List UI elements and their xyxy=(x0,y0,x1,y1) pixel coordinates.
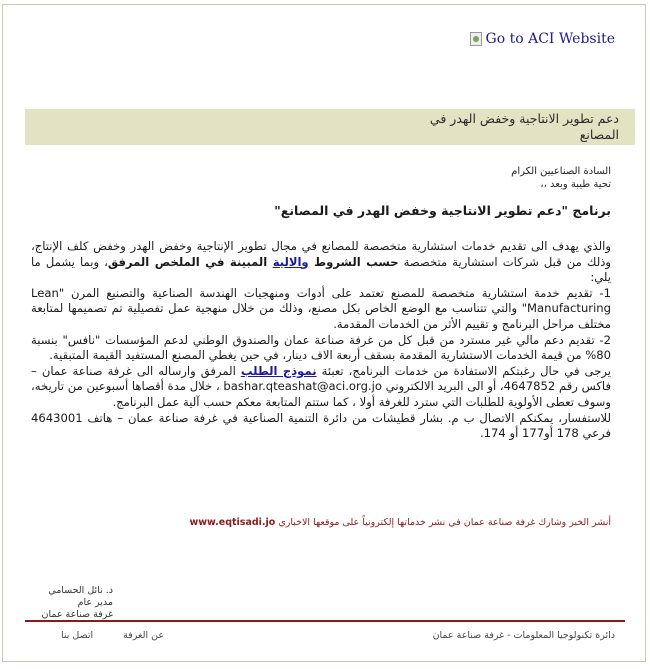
signature-org: غرفة صناعة عمان xyxy=(41,609,113,620)
share-news-line xyxy=(31,517,611,528)
eqtisadi-link[interactable]: www.eqtisadi.jo xyxy=(189,517,276,528)
signature-name: د. نائل الحسامي xyxy=(48,585,113,596)
title-band xyxy=(25,109,635,145)
letter-content xyxy=(31,165,611,442)
inquiry-paragraph: للاستفسار، يمكنكم الاتصال ب م. بشار قطيشات من دائرة التنمية الصناعية في غرفة صناعة عمان – هاتف 4643001 فرعي 178 أو177 أو 174. xyxy=(31,410,611,441)
aci-logo-link[interactable] xyxy=(470,31,615,47)
about-chamber-link[interactable]: عن الغرفة xyxy=(123,630,165,641)
intro-paragraph xyxy=(31,239,611,286)
email-page xyxy=(2,4,646,662)
logo-alt-text: Go to ACI Website xyxy=(485,31,615,47)
greeting-line-2: تحية طيبة وبعد ،، xyxy=(540,179,611,190)
footer-divider xyxy=(25,620,625,622)
service-item-1: 1- تقديم خدمة استشارية متخصصة للمصنع تعتمد على أدوات ومنهجيات الهندسة الصناعية والتصنيع المرن "Lean Manufacturing" والتي تتناسب مع الوضع الخاص بكل مصنع، وذلك من خلال منهجية عمل تفصيلية تم تصميمها لمتابعة مختلف مراحل البرنامج و تقييم الأثر من الخدمات المقدمة. xyxy=(31,285,611,331)
intro-text: والذي يهدف الى تقديم خدمات استشارية متخصصة للمصانع في مجال تطوير الإنتاجية وخفض الهدر وخفض كلف الإنتاج، وذلك من قبل شركات استشارية متخصصة xyxy=(31,239,611,269)
footer-links xyxy=(31,630,164,641)
contact-us-link[interactable]: اتصل بنا xyxy=(61,630,94,641)
footer-dept: دائرة تكنولوجيا المعلومات - غرفة صناعة عمان xyxy=(432,630,615,641)
band-title: دعم تطوير الانتاجية وخفض الهدر في المصانع xyxy=(429,111,619,142)
mechanism-link[interactable]: والالية xyxy=(272,254,309,269)
conditions-bold: حسب الشروط xyxy=(308,254,399,269)
broken-image-icon xyxy=(470,32,482,46)
letter-body xyxy=(31,239,611,442)
program-title: برنامج "دعم تطوير الانتاجية وخفض الهدر في المصانع" xyxy=(274,203,611,218)
application-tail: المرفق وارساله الى غرفة صناعة عمان – فاكس رقم 4647852، أو الى البريد الالكتروني bashar.qteashat@aci.org.jo ، خلال مدة أقصاها أسبوعين من تاريخه، وسوف تعطى الأولوية للطلبات التي سترد للغرفة أولا ، كما ستتم المتابعة معكم حسب آلية عمل البرنامج. xyxy=(31,363,611,409)
request-form-link[interactable]: نموذج الطلب xyxy=(240,363,317,378)
signature xyxy=(23,585,113,621)
signature-role: مدير عام xyxy=(77,597,113,608)
share-news-text: أنشر الخبر وشارك غرفة صناعة عمان في نشر خدماتها إلكترونياً على موقعها الاخباري xyxy=(275,517,611,528)
application-paragraph xyxy=(31,364,611,411)
summary-bold: المبينة في الملخص المرفق xyxy=(107,254,273,269)
application-text: يرجى في حال رغبتكم الاستفادة من خدمات البرنامج، تعبئة xyxy=(316,363,611,378)
greeting-line-1: السادة الصناعيين الكرام xyxy=(511,166,611,177)
service-item-2: 2- تقديم دعم مالي غير مسترد من قبل كل من غرفة صناعة عمان والصندوق الوطني لدعم المؤسسات "نافس" بنسبة 80% من قيمة الخدمات الاستشارية المقدمة بسقف أربعة الاف دينار، في حين يغطي المصنع المستفيد القيمة المتبقية. xyxy=(31,332,611,363)
intro-tail: ، وبما يشمل ما يلي: xyxy=(31,254,611,285)
